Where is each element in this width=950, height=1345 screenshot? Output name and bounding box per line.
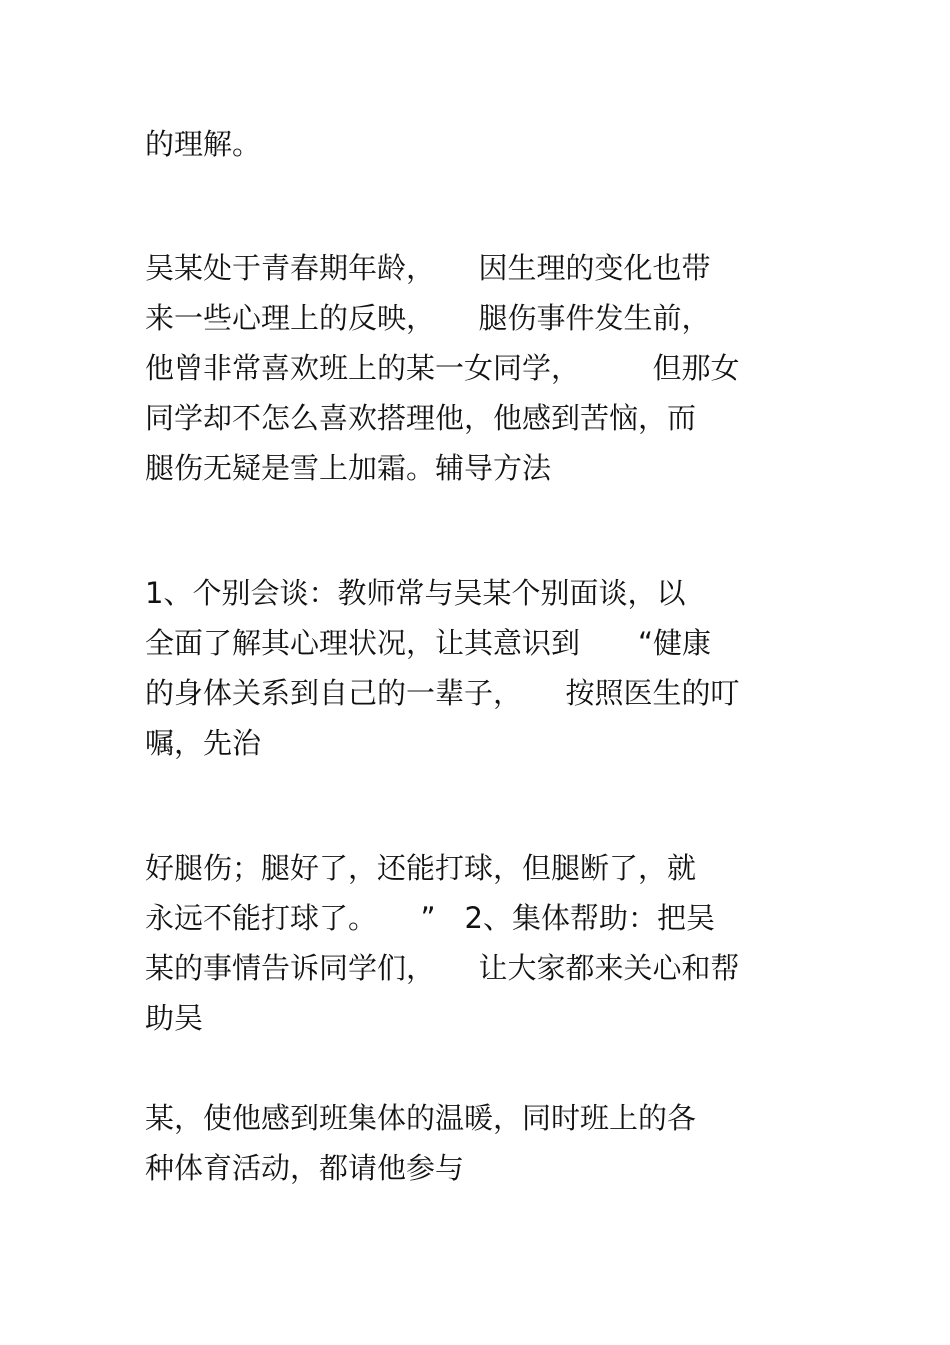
text-line: 的理解。	[145, 127, 262, 161]
text-line: 全面了解其心理状况，让其意识到 “健康	[145, 626, 712, 660]
text-line: 助吴	[145, 1001, 204, 1035]
text-line: 某，使他感到班集体的温暖，同时班上的各	[145, 1101, 697, 1135]
text-line: 好腿伤；腿好了，还能打球，但腿断了，就	[145, 851, 697, 885]
text-line: 腿伤无疑是雪上加霜。辅导方法	[145, 451, 552, 485]
text-line: 吴某处于青春期年龄， 因生理的变化也带	[145, 251, 711, 285]
text-line: 某的事情告诉同学们， 让大家都来关心和帮	[145, 951, 740, 985]
text-line: 来一些心理上的反映， 腿伤事件发生前，	[145, 301, 711, 335]
text-line: 他曾非常喜欢班上的某一女同学， 但那女	[145, 351, 740, 385]
text-line: 嘱，先治	[145, 726, 262, 760]
text-line: 种体育活动，都请他参与	[145, 1151, 465, 1185]
text-line: 永远不能打球了。 ” 2、集体帮助：把吴	[145, 901, 715, 935]
text-line: 的身体关系到自己的一辈子， 按照医生的叮	[145, 676, 740, 710]
text-line: 1、个别会谈：教师常与吴某个别面谈，以	[145, 576, 686, 610]
text-line: 同学却不怎么喜欢搭理他，他感到苦恼，而	[145, 401, 697, 435]
